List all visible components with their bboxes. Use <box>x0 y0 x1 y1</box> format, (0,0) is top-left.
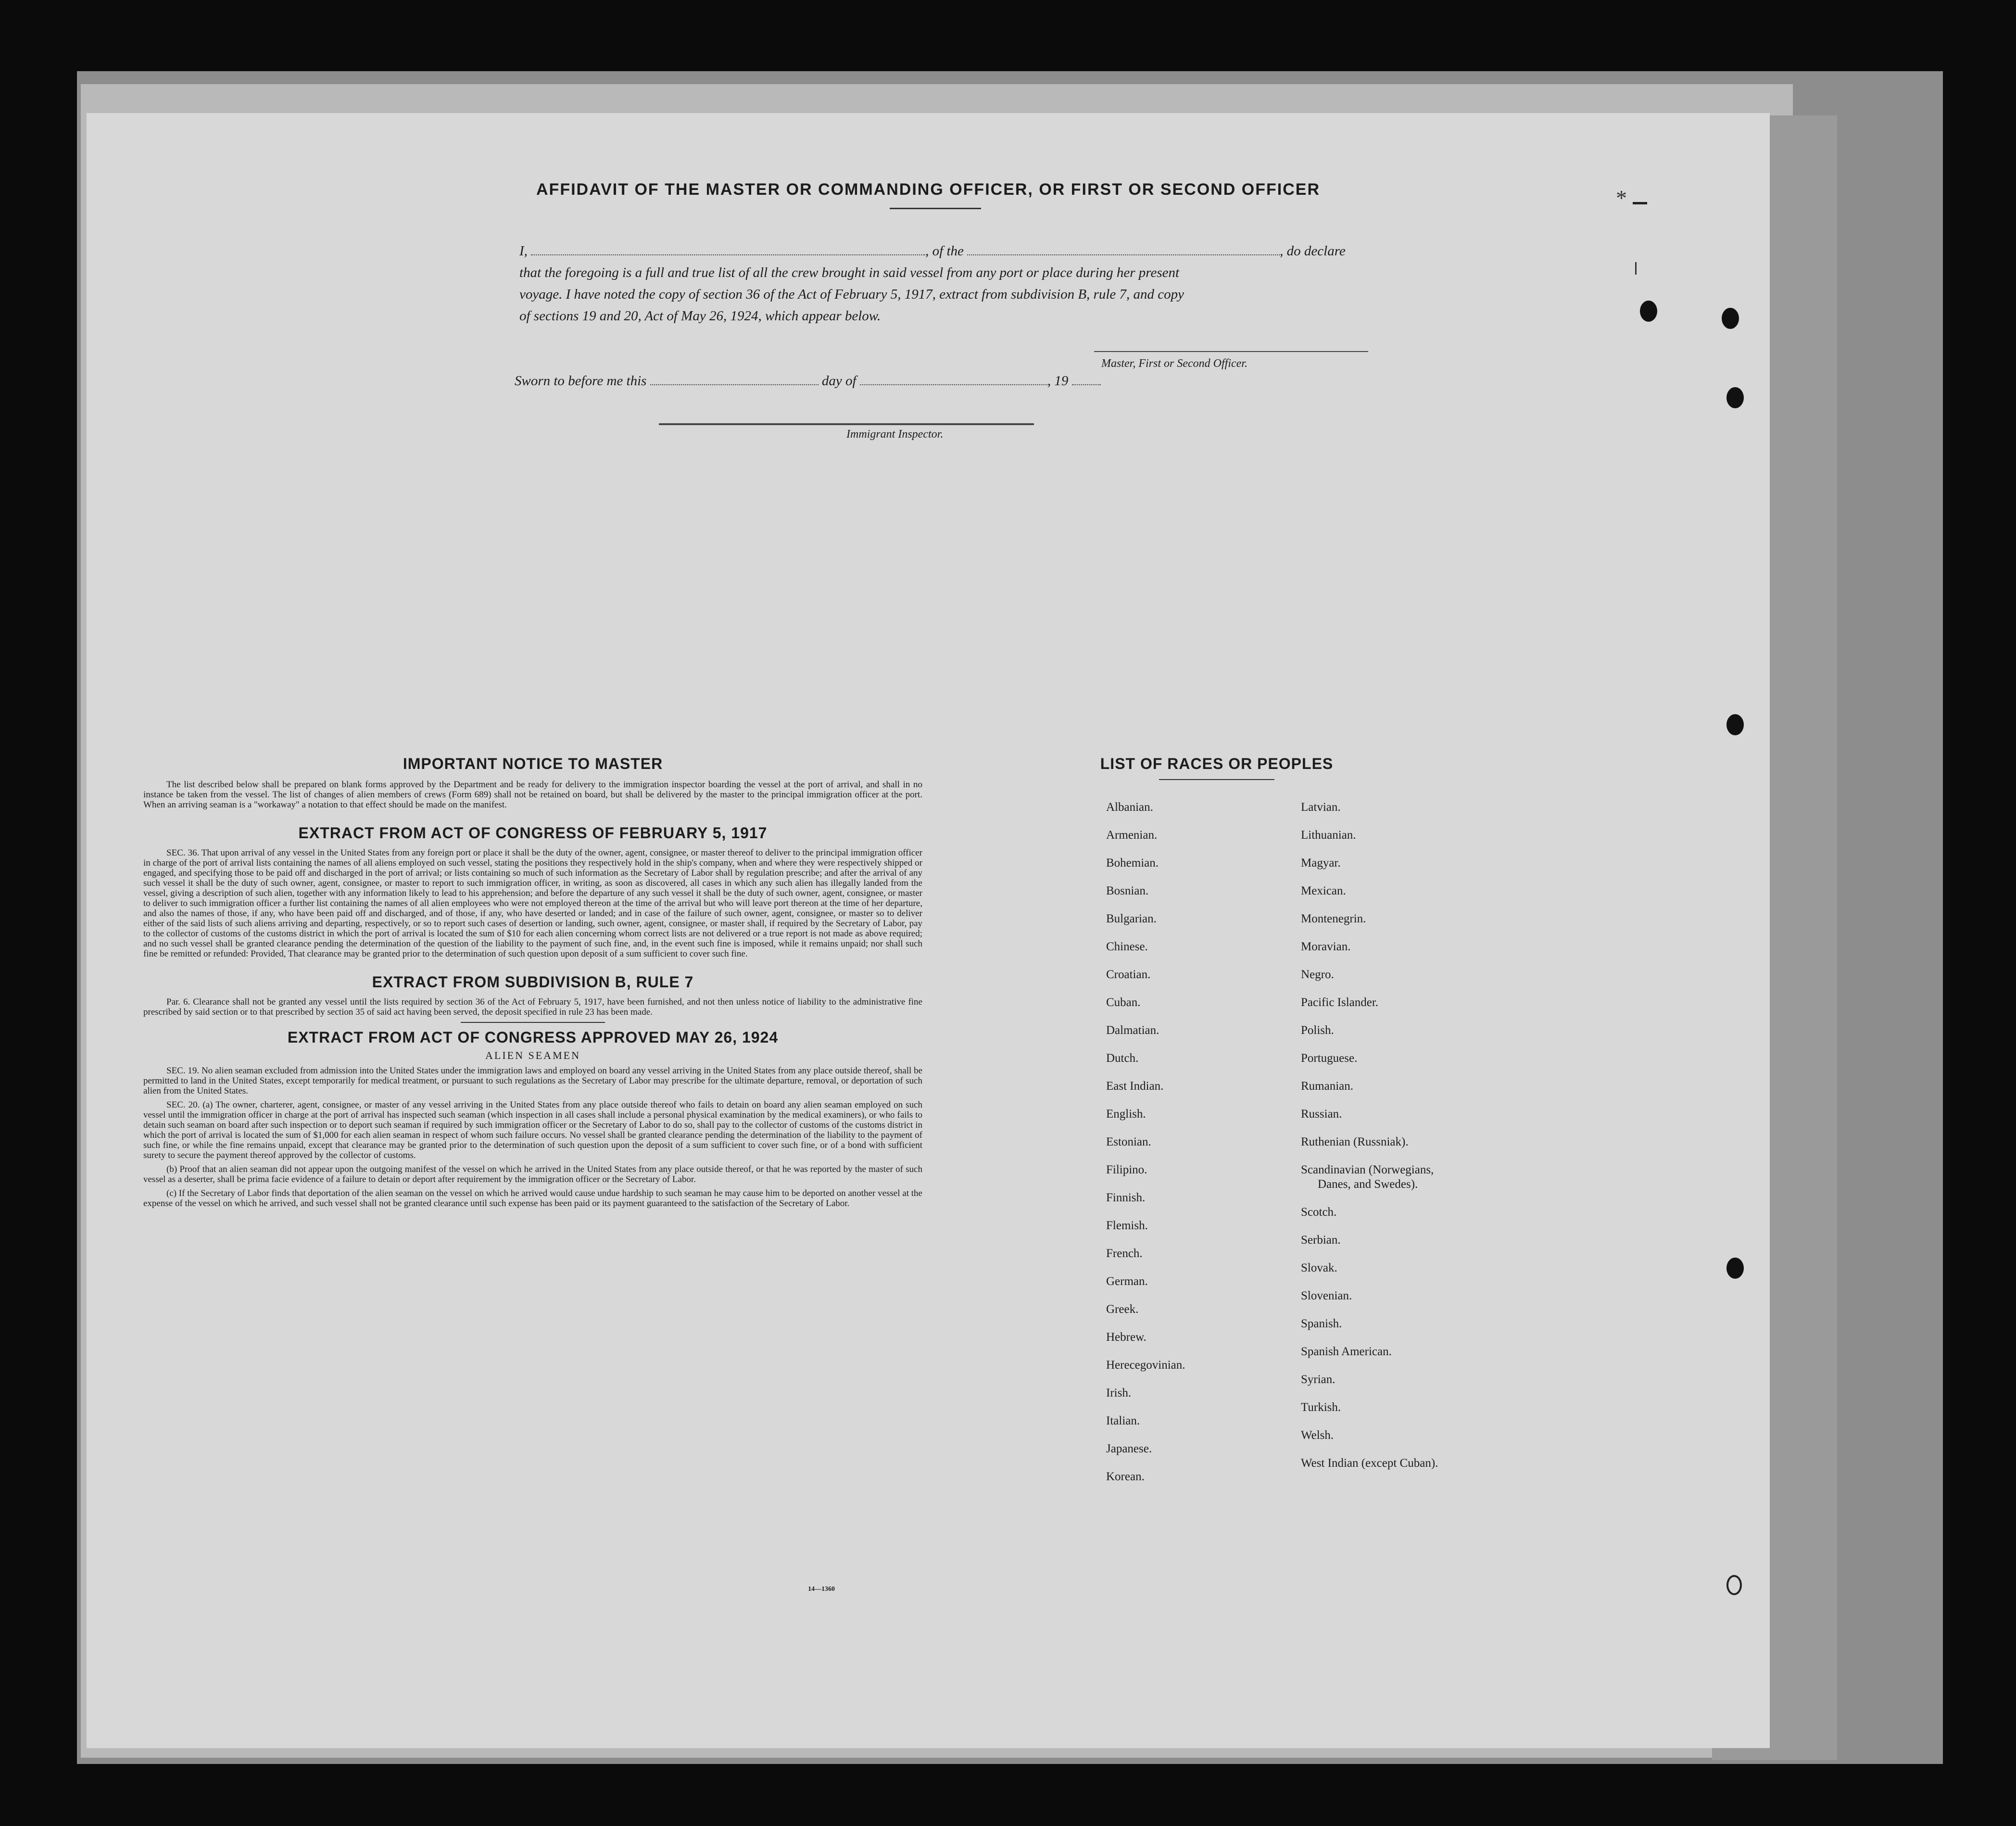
sworn-day-blank[interactable] <box>650 373 819 385</box>
race-item: Rumanian. <box>1301 1080 1354 1093</box>
sworn-month-blank[interactable] <box>860 373 1047 385</box>
binder-hole <box>1726 387 1744 408</box>
race-item: Finnish. <box>1106 1191 1146 1204</box>
race-item: German. <box>1106 1275 1148 1288</box>
extract-1924-heading: EXTRACT FROM ACT OF CONGRESS APPROVED MAY 26, 1924 <box>287 1029 779 1046</box>
sec-20b-text: (b) Proof that an alien seaman did not appear upon the outgoing manifest of the vessel on which he arrived in the United States from any place outside thereof, or that he was reported by the master of such vessel as a deserter, shall be prima facie evidence of a failure to detain or deport after requirement by the immigration officer or the Secretary of Labor. <box>143 1164 922 1184</box>
margin-dash <box>1633 202 1647 204</box>
race-item: Magyar. <box>1301 856 1341 869</box>
sec-19-text: SEC. 19. No alien seaman excluded from admission into the United States under the immigration laws and employed on board any vessel arriving in the United States from any place outside thereof, shall be permitted to land in the United States, except temporarily for medical treatment, or pursuant to such regulations as the Secretary of Labor may prescribe for the ultimate departure, removal, or deportation of such alien from the United States. <box>143 1066 922 1096</box>
vessel-blank[interactable] <box>967 243 1280 255</box>
race-item: Danes, and Swedes). <box>1318 1178 1418 1191</box>
race-item: Chinese. <box>1106 940 1148 953</box>
race-item: Serbian. <box>1301 1234 1341 1247</box>
race-item: Filipino. <box>1106 1163 1147 1176</box>
sworn-line <box>515 373 1101 389</box>
name-blank[interactable] <box>531 243 925 255</box>
races-rule <box>1159 779 1274 780</box>
form-number: 14—1360 <box>808 1586 835 1593</box>
form-page <box>87 113 1770 1748</box>
affidavit-title: AFFIDAVIT OF THE MASTER OR COMMANDING OFFICER, OR FIRST OR SECOND OFFICER <box>536 180 1320 199</box>
race-item: Cuban. <box>1106 996 1141 1009</box>
race-item: Scotch. <box>1301 1206 1337 1219</box>
race-item: French. <box>1106 1247 1143 1260</box>
sworn-year: , 19 <box>1047 373 1069 389</box>
race-item: Slovak. <box>1301 1261 1337 1274</box>
race-item: Welsh. <box>1301 1429 1334 1442</box>
race-item: Portuguese. <box>1301 1052 1358 1065</box>
left-column <box>143 755 922 1212</box>
notice-heading: IMPORTANT NOTICE TO MASTER <box>403 755 663 772</box>
race-item: Japanese. <box>1106 1442 1152 1455</box>
signature-line[interactable] <box>1094 351 1368 352</box>
race-item: Bosnian. <box>1106 884 1149 897</box>
race-item: Italian. <box>1106 1414 1140 1427</box>
race-item: Scandinavian (Norwegians, <box>1301 1163 1434 1176</box>
race-item: Croatian. <box>1106 968 1151 981</box>
alien-seamen-heading: ALIEN SEAMEN <box>485 1049 580 1061</box>
race-item: Polish. <box>1301 1024 1334 1037</box>
decl-of-the: , of the <box>925 243 964 259</box>
margin-tick <box>1635 262 1637 275</box>
race-item: Negro. <box>1301 968 1334 981</box>
binder-hole <box>1640 301 1657 322</box>
inspector-label: Immigrant Inspector. <box>846 428 944 441</box>
races-heading: LIST OF RACES OR PEOPLES <box>1100 755 1334 772</box>
race-item: Latvian. <box>1301 801 1341 814</box>
rule7-rule <box>461 1022 605 1023</box>
sec-20a-text: SEC. 20. (a) The owner, charterer, agent, consignee, or master of any vessel arriving in the United States from any place outside thereof who fails to detain on board any alien seaman employed on such vessel until the immigration officer in charge at the port of arrival has inspected such seaman (which inspection in all cases shall include a personal physical examination by the medical examiners), or who fails to detain such seaman on board after such inspection or to deport such seaman if required by such immigration officer or the Secretary of Labor to do so, shall pay to the collector of customs of the customs district in which the port of arrival is located the sum of $1,000 for each alien seaman in respect of whom such failure occurs. No vessel shall be granted clearance pending the determination of the liability to the payment of such fine, or while the fine remains unpaid, except that clearance may be granted prior to the determination of such question upon the deposit of a sum sufficient to cover such fine, or of a bond with sufficient surety to secure the payment thereof approved by the collector of customs. <box>143 1100 922 1160</box>
race-item: Korean. <box>1106 1470 1145 1483</box>
extract-rule7-text: Par. 6. Clearance shall not be granted any vessel until the lists required by section 36 of the Act of February 5, 1917, have been furnished, and not then unless notice of liability to the administrative fine prescribed by said section or to that prescribed by section 35 of said act having been served, the deposit specified in rule 23 has been made. <box>143 997 922 1017</box>
handwritten-mark: * <box>1616 186 1627 210</box>
race-item: Syrian. <box>1301 1373 1336 1386</box>
race-item: Spanish American. <box>1301 1345 1392 1358</box>
binder-hole <box>1726 1575 1742 1595</box>
race-item: Greek. <box>1106 1303 1139 1316</box>
race-item: Montenegrin. <box>1301 912 1366 925</box>
binder-hole <box>1726 1258 1744 1279</box>
race-item: Irish. <box>1106 1386 1132 1399</box>
declaration <box>519 240 1481 327</box>
race-item: Russian. <box>1301 1108 1342 1121</box>
race-item: Bohemian. <box>1106 856 1159 869</box>
decl-declare: , do declare <box>1280 243 1346 259</box>
race-item: Mexican. <box>1301 884 1346 897</box>
race-item: Moravian. <box>1301 940 1351 953</box>
sec-20c-text: (c) If the Secretary of Labor finds that deportation of the alien seaman on the vessel on which he arrived would cause undue hardship to such seaman he may cause him to be deported on another vessel at the expense of the vessel on which he arrived, and such vessel shall not be granted clearance until such expense has been paid or its payment guaranteed to the satisfaction of the Secretary of Labor. <box>143 1188 922 1209</box>
inspector-line[interactable] <box>659 423 1034 425</box>
signature-label: Master, First or Second Officer. <box>1101 357 1247 370</box>
binder-hole <box>1726 714 1744 735</box>
race-item: English. <box>1106 1108 1146 1121</box>
sworn-prefix: Sworn to before me this <box>515 373 647 389</box>
race-item: Albanian. <box>1106 801 1153 814</box>
race-item: Turkish. <box>1301 1401 1341 1414</box>
race-item: Armenian. <box>1106 829 1158 842</box>
sworn-year-blank[interactable] <box>1072 373 1101 385</box>
race-item: Herecegovinian. <box>1106 1359 1185 1372</box>
race-item: Slovenian. <box>1301 1289 1352 1302</box>
race-item: Bulgarian. <box>1106 912 1157 925</box>
title-rule <box>890 208 981 209</box>
extract-1917-heading: EXTRACT FROM ACT OF CONGRESS OF FEBRUARY 5, 1917 <box>298 824 768 842</box>
notice-text: The list described below shall be prepared on blank forms approved by the Department and be ready for delivery to the immigration inspector boarding the vessel at the port of arrival, and shall in no instance be taken from the vessel. The list of changes of alien members of crews (Form 689) shall not be retained on board, but shall be delivered by the master to the principal immigration officer at the port. When an arriving seaman is a "workaway" a notation to that effect should be made on the manifest. <box>143 780 922 810</box>
race-item: Dalmatian. <box>1106 1024 1159 1037</box>
extract-1917-text: SEC. 36. That upon arrival of any vessel in the United States from any foreign port or place it shall be the duty of the owner, agent, consignee, or master thereof to deliver to the principal immigration officer in charge of the port of arrival lists containing the names of all aliens employed on such vessel, stating the positions they respectively hold in the ship's company, when and where they were respectively shipped or engaged, and specifying those to be paid off and discharged in the port of arrival; or lists containing so much of such information as the Secretary of Labor shall by regulation prescribe; and after the arrival of any such vessel it shall be the duty of such owner, agent, consignee, or master to report to such immigration officer, in writing, as soon as discovered, all cases in which any such alien has illegally landed from the vessel, giving a description of such alien, together with any information likely to lead to his apprehension; and before the departure of any such vessel it shall be the duty of such owner, agent, consignee, or master to deliver to such immigration officer a further list containing the names of all alien employees who were not employed thereon at the time of the arrival but who will leave port thereon at the time of her departure, and also the names of those, if any, who have been paid off and discharged, and of those, if any, who have deserted or landed; and in case of the failure of such owner, agent, consignee, or master so to deliver either of the said lists of such aliens arriving and departing, respectively, or so to report such cases of desertion or landing, such owner, agent, consignee, or master shall, if required by the Secretary of Labor, pay to the collector of customs of the customs district in which the port of arrival is located the sum of $10 for each alien concerning whom correct lists are not delivered or a true report is not made as above required; and no such vessel shall be granted clearance pending the determination of the question of the liability to the payment of such fine, and, in the event such fine is imposed, while it remains unpaid; nor shall such fine be remitted or refunded: Provided, That clearance may be granted prior to the determination of such question upon deposit of a sum sufficient to cover such fine. <box>143 848 922 959</box>
decl-line-4: of sections 19 and 20, Act of May 26, 1924, which appear below. <box>519 308 881 324</box>
binder-hole <box>1722 308 1739 329</box>
decl-i: I, <box>519 243 528 259</box>
extract-rule7-heading: EXTRACT FROM SUBDIVISION B, RULE 7 <box>372 973 694 991</box>
race-item: Dutch. <box>1106 1052 1139 1065</box>
decl-line-2: that the foregoing is a full and true list of all the crew brought in said vessel from any port or place during her present <box>519 265 1180 280</box>
race-item: Estonian. <box>1106 1135 1151 1148</box>
race-item: Pacific Islander. <box>1301 996 1379 1009</box>
decl-line-3: voyage. I have noted the copy of section 36 of the Act of February 5, 1917, extract from subdivision B, rule 7, and copy <box>519 287 1184 302</box>
race-item: Lithuanian. <box>1301 829 1356 842</box>
race-item: Ruthenian (Russniak). <box>1301 1135 1409 1148</box>
race-item: Spanish. <box>1301 1317 1342 1330</box>
sworn-day-of: day of <box>821 373 857 389</box>
race-item: Flemish. <box>1106 1219 1148 1232</box>
race-item: Hebrew. <box>1106 1331 1147 1344</box>
race-item: West Indian (except Cuban). <box>1301 1457 1438 1470</box>
race-item: East Indian. <box>1106 1080 1164 1093</box>
